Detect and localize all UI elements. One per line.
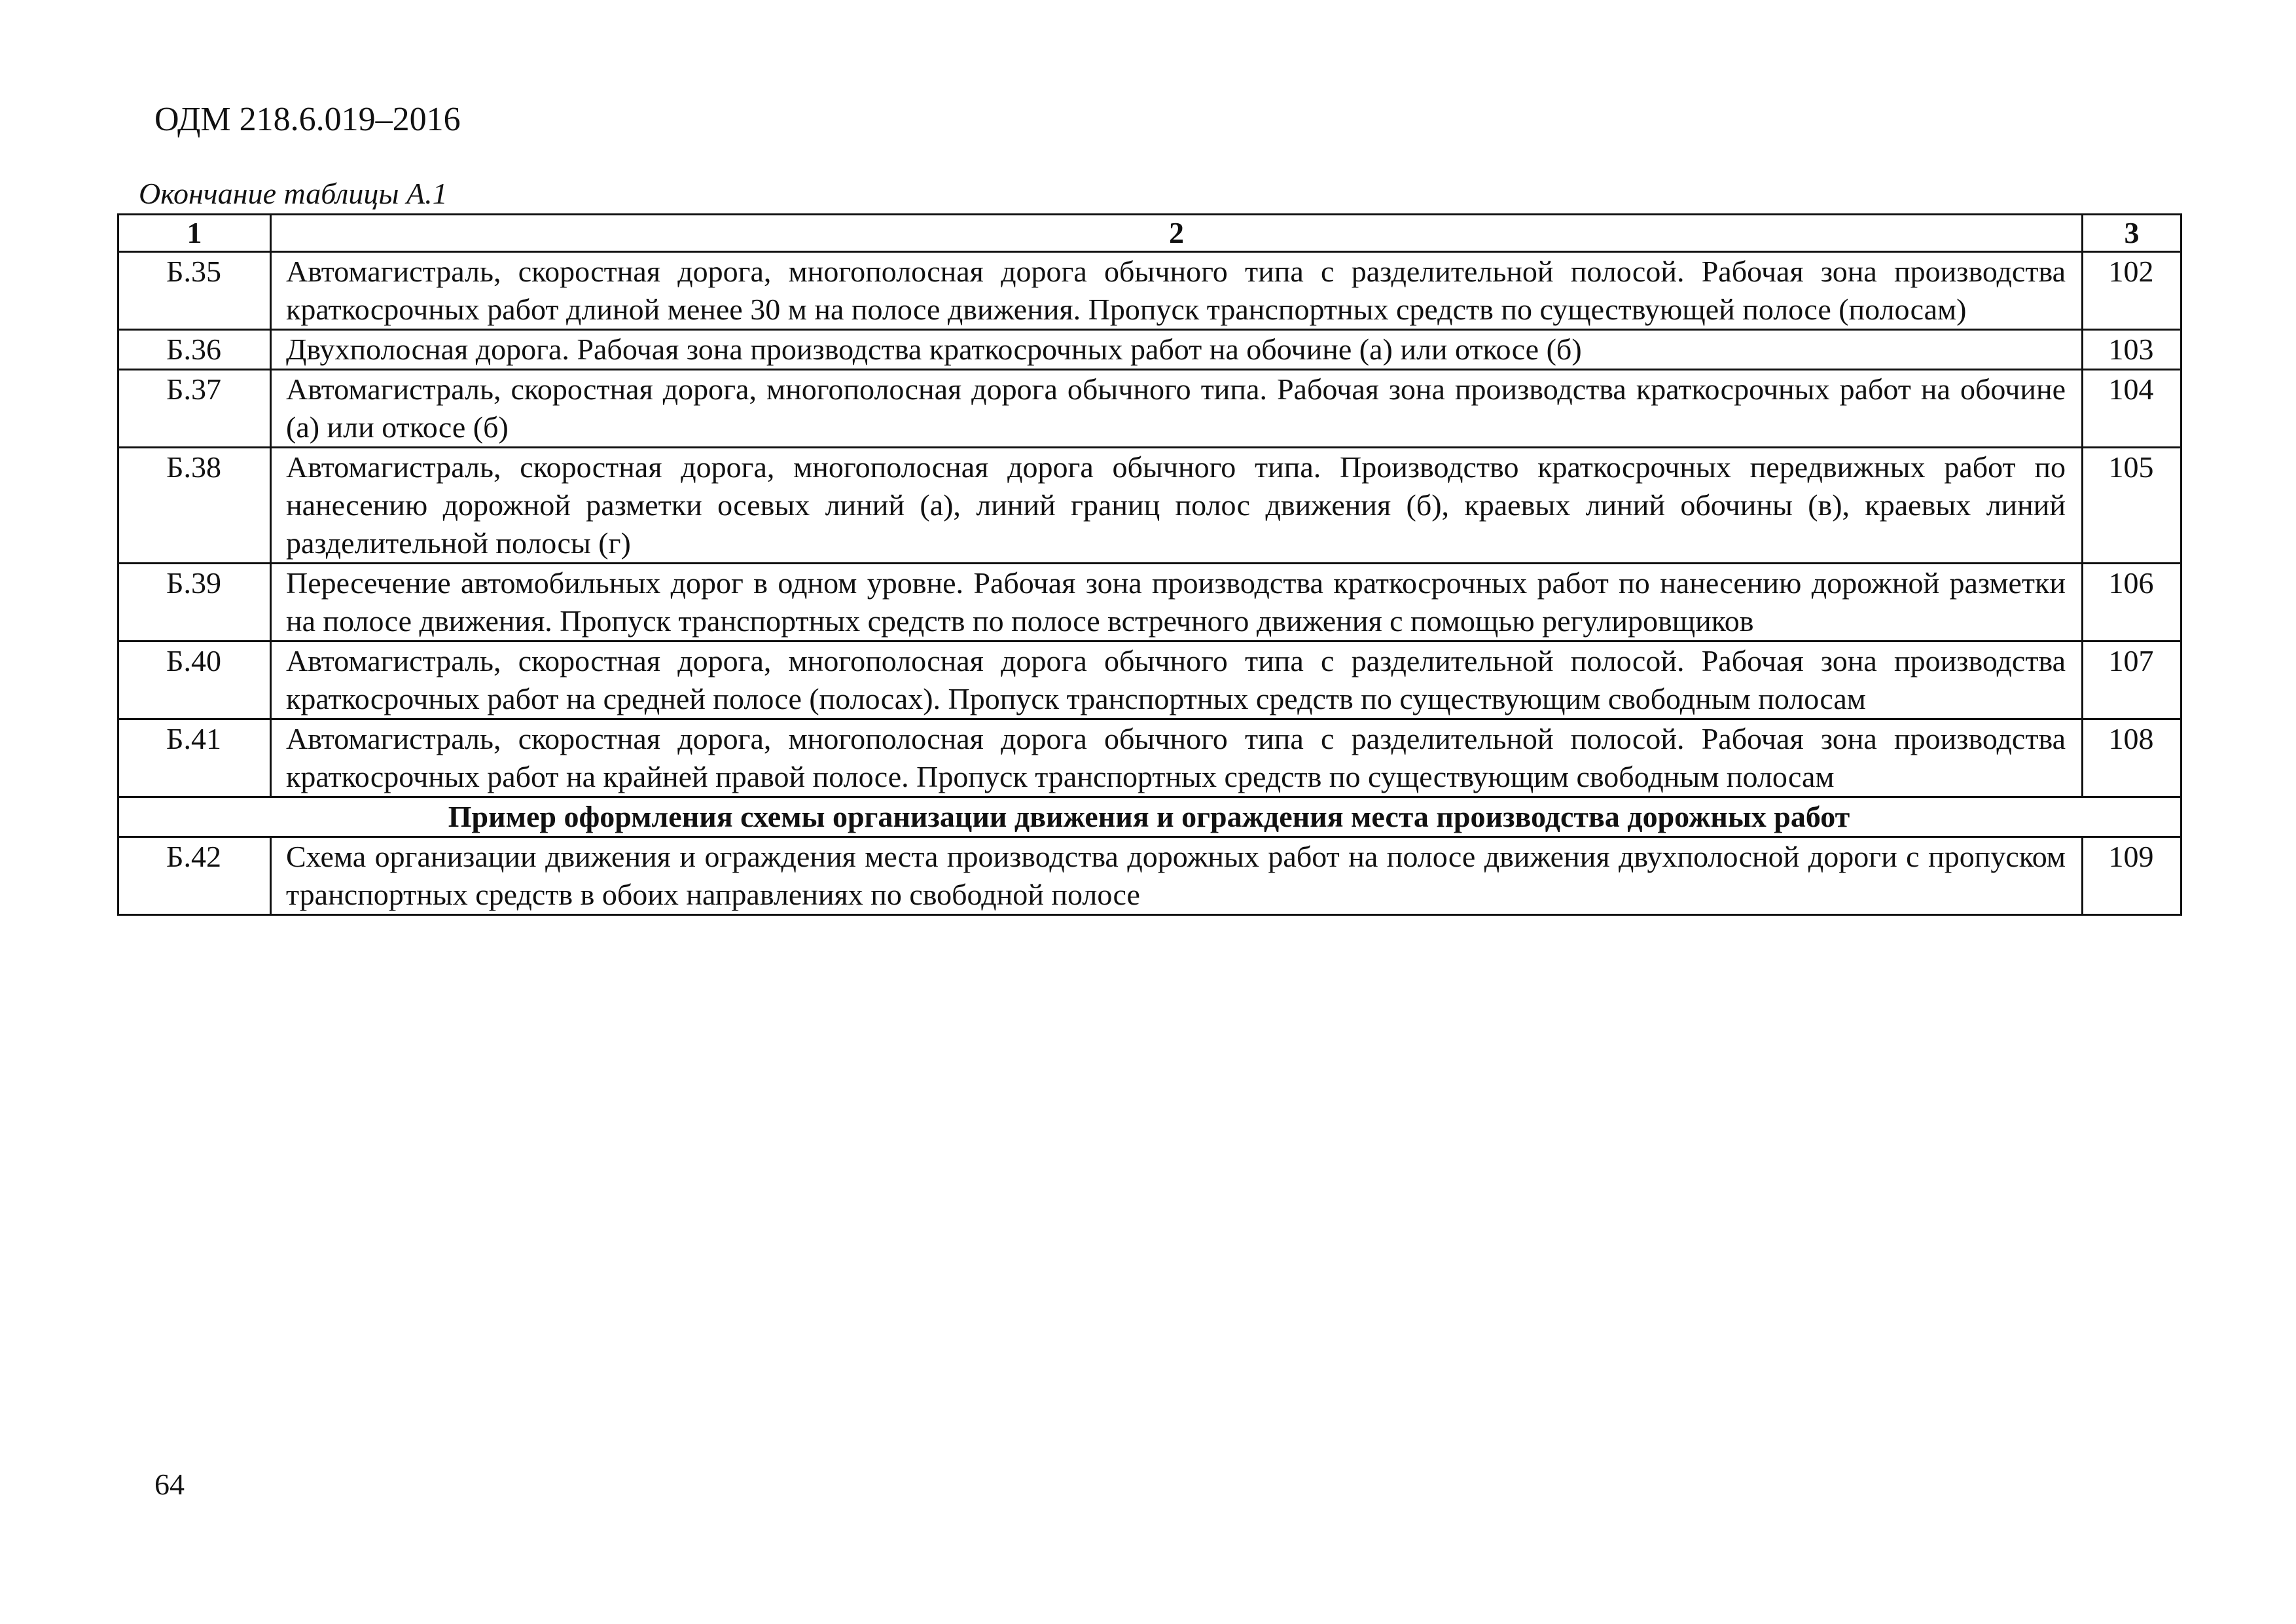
row-page: 104 <box>2083 370 2181 448</box>
row-page: 107 <box>2083 641 2181 719</box>
row-code: Б.40 <box>118 641 271 719</box>
row-description: Двухполосная дорога. Рабочая зона производства краткосрочных работ на обочине (а) или откосе (б) <box>271 330 2083 370</box>
table-row <box>118 448 2181 564</box>
row-description: Автомагистраль, скоростная дорога, многополосная дорога обычного типа с разделительной полосой. Рабочая зона производства краткосрочных работ на крайней правой полосе. Пропуск транспортных средств по существующим свободным полосам <box>271 719 2083 797</box>
table-row <box>118 564 2181 641</box>
row-description: Схема организации движения и ограждения места производства дорожных работ на полосе движения двухполосной дороги с пропуском транспортных средств в обоих направлениях по свободной полосе <box>271 837 2083 915</box>
table-row <box>118 252 2181 330</box>
table-row <box>118 837 2181 915</box>
table-row <box>118 719 2181 797</box>
content-table <box>117 213 2182 916</box>
row-code: Б.41 <box>118 719 271 797</box>
page-number: 64 <box>154 1468 185 1501</box>
column-header-1: 1 <box>118 215 271 252</box>
row-page: 103 <box>2083 330 2181 370</box>
row-description: Пересечение автомобильных дорог в одном уровне. Рабочая зона производства краткосрочных работ по нанесению дорожной разметки на полосе движения. Пропуск транспортных средств по полосе встречного движения с помощью регулировщиков <box>271 564 2083 641</box>
table-header-row <box>118 215 2181 252</box>
row-description: Автомагистраль, скоростная дорога, многополосная дорога обычного типа. Производство краткосрочных передвижных работ по нанесению дорожной разметки осевых линий (а), линий границ полос движения (б), краевых линий обочины (в), краевых линий разделительной полосы (г) <box>271 448 2083 564</box>
column-header-2: 2 <box>271 215 2083 252</box>
table-row <box>118 641 2181 719</box>
row-code: Б.36 <box>118 330 271 370</box>
table-row <box>118 370 2181 448</box>
row-page: 105 <box>2083 448 2181 564</box>
row-description: Автомагистраль, скоростная дорога, многополосная дорога обычного типа с разделительной полосой. Рабочая зона производства краткосрочных работ на средней полосе (полосах). Пропуск транспортных средств по существующим свободным полосам <box>271 641 2083 719</box>
column-header-3: 3 <box>2083 215 2181 252</box>
table-row <box>118 330 2181 370</box>
row-page: 102 <box>2083 252 2181 330</box>
row-code: Б.38 <box>118 448 271 564</box>
row-page: 109 <box>2083 837 2181 915</box>
row-description: Автомагистраль, скоростная дорога, многополосная дорога обычного типа с разделительной полосой. Рабочая зона производства краткосрочных работ длиной менее 30 м на полосе движения. Пропуск транспортных средств по существующей полосе (полосам) <box>271 252 2083 330</box>
section-title: Пример оформления схемы организации движения и ограждения места производства дорожных работ <box>118 797 2181 837</box>
row-code: Б.39 <box>118 564 271 641</box>
row-page: 108 <box>2083 719 2181 797</box>
section-row <box>118 797 2181 837</box>
document-code: ОДМ 218.6.019–2016 <box>154 101 461 138</box>
row-code: Б.35 <box>118 252 271 330</box>
row-page: 106 <box>2083 564 2181 641</box>
row-code: Б.42 <box>118 837 271 915</box>
row-code: Б.37 <box>118 370 271 448</box>
table-caption: Окончание таблицы А.1 <box>139 177 448 210</box>
row-description: Автомагистраль, скоростная дорога, многополосная дорога обычного типа. Рабочая зона производства краткосрочных работ на обочине (а) или откосе (б) <box>271 370 2083 448</box>
